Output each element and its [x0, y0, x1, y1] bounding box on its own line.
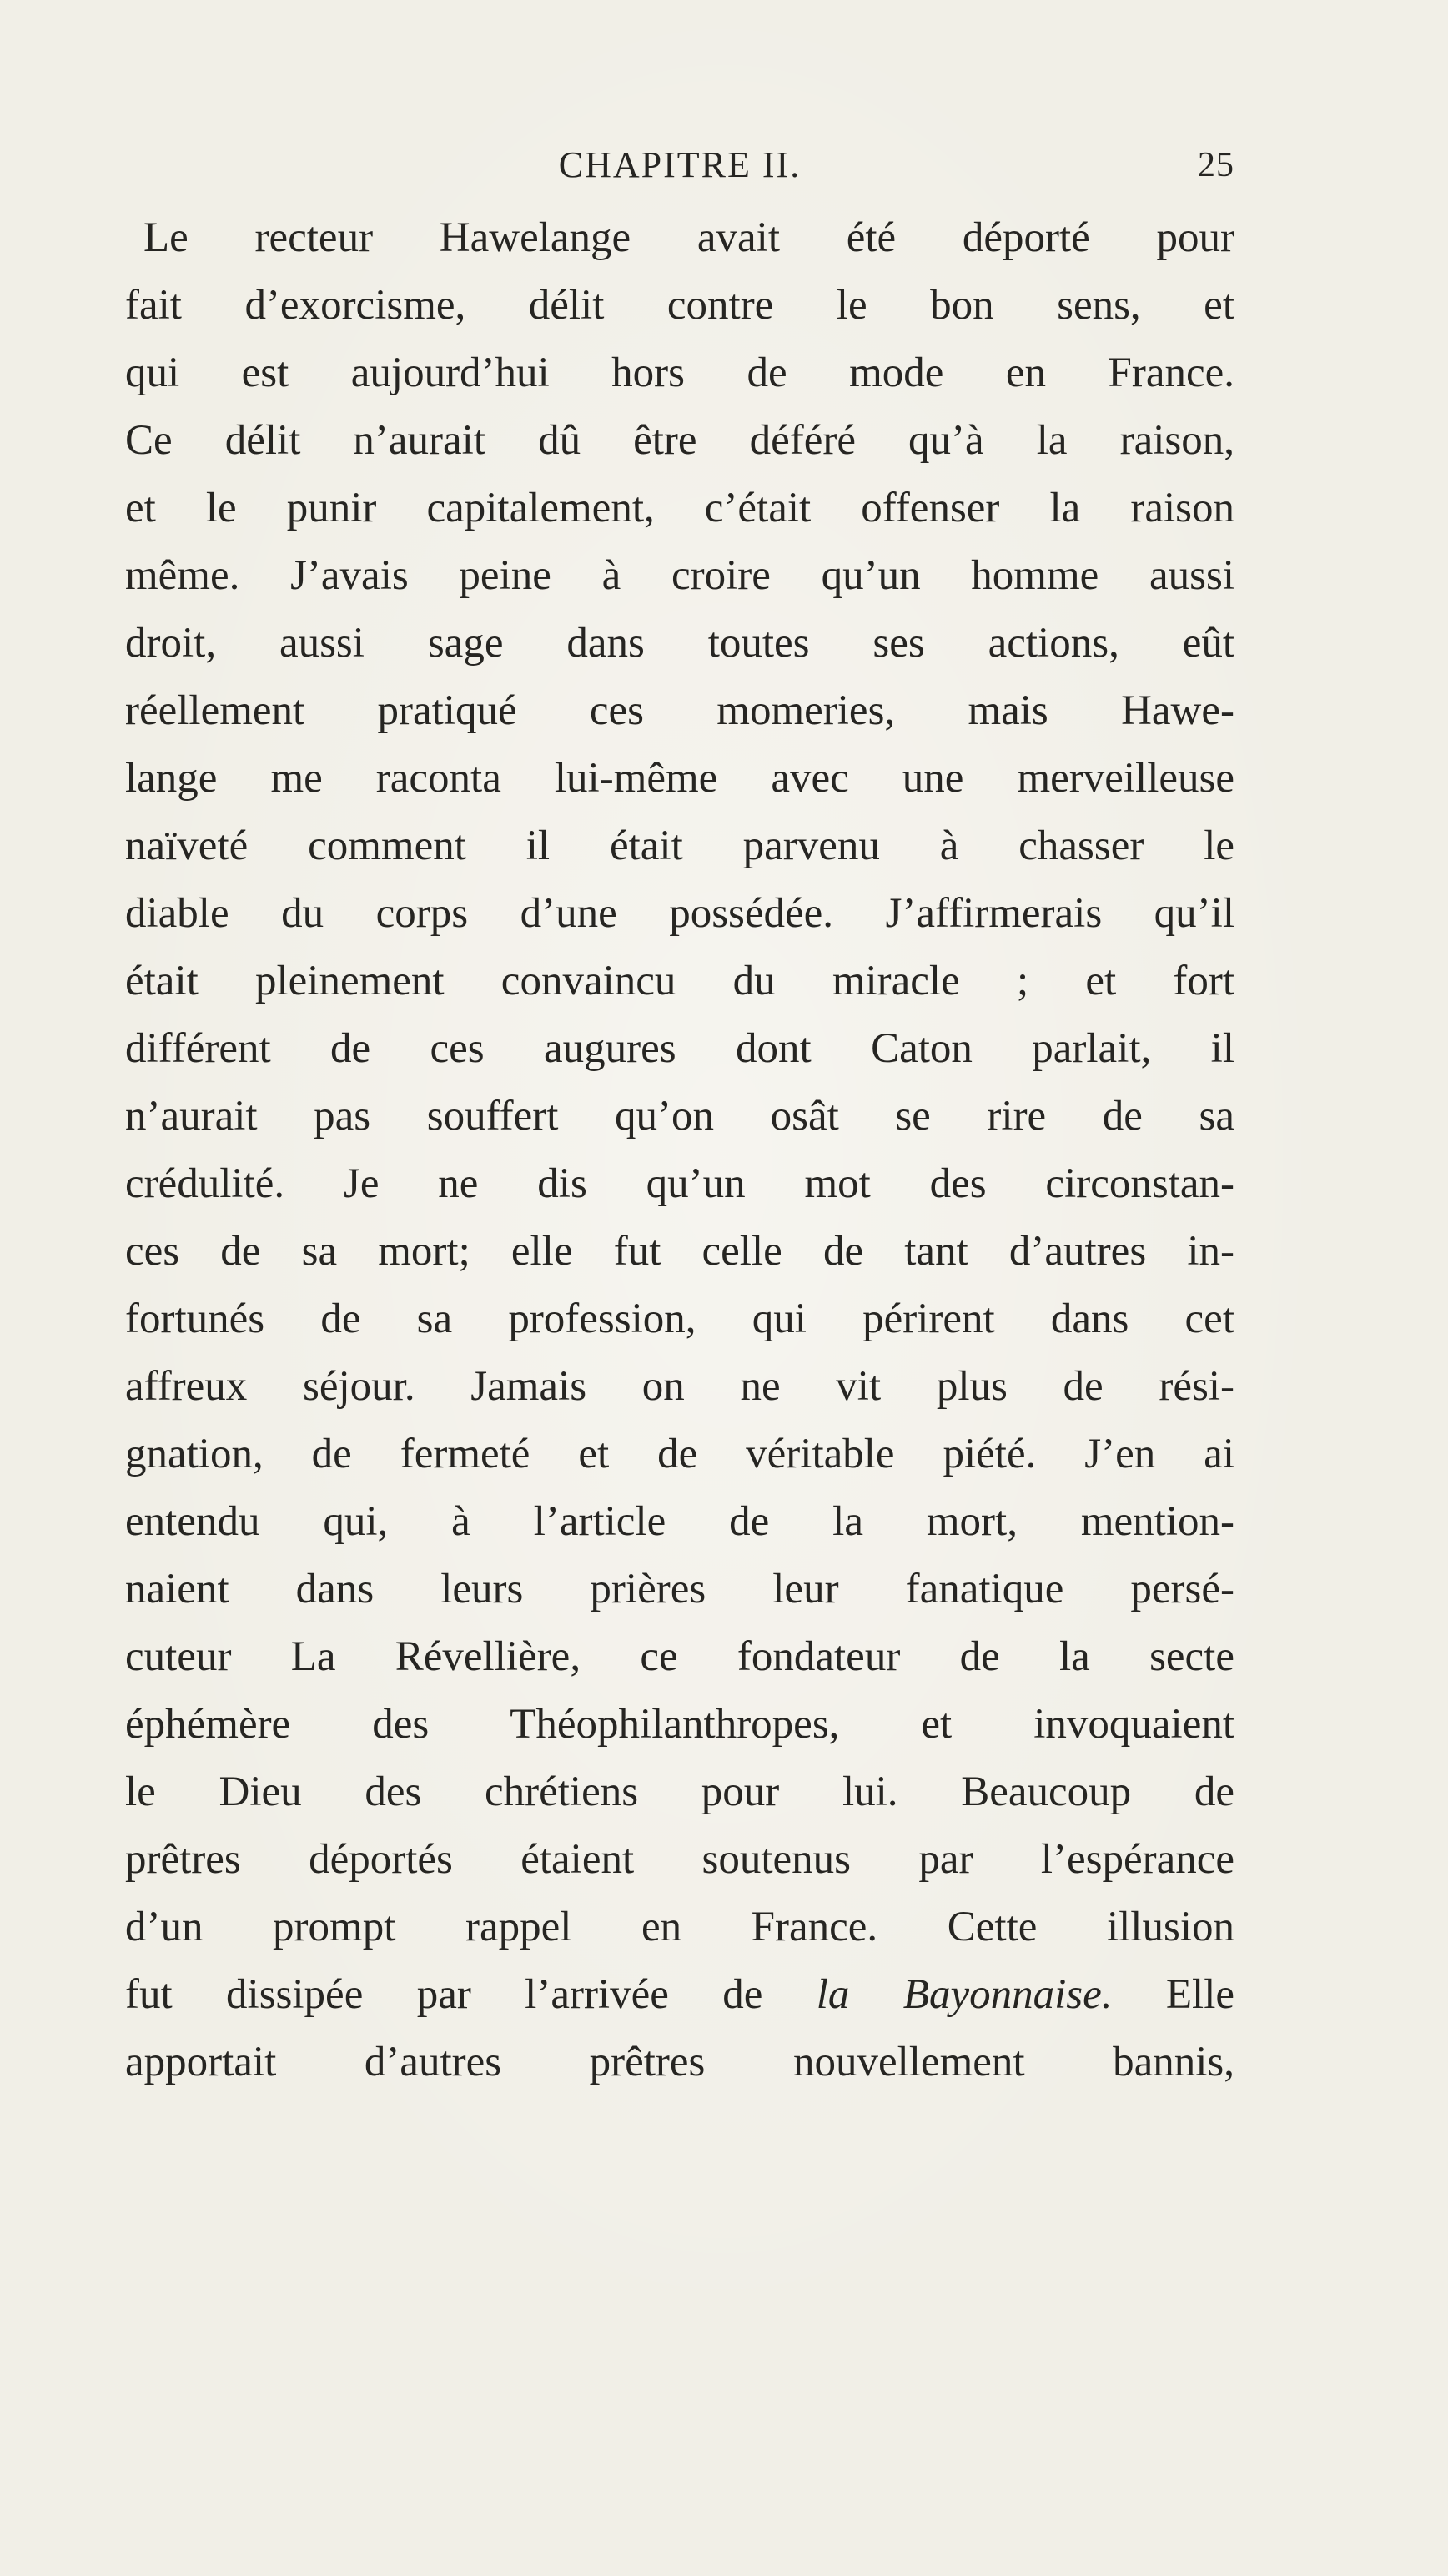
- text-line: droit, aussi sage dans toutes ses actions, eût: [125, 620, 1234, 667]
- text-line: affreux séjour. Jamais on ne vit plus de rési-: [125, 1363, 1234, 1410]
- body-text: [125, 204, 1234, 2096]
- text-line: fait d’exorcisme, délit contre le bon sens, et: [125, 282, 1234, 329]
- text-line: était pleinement convaincu du miracle ; et fort: [125, 958, 1234, 1004]
- text-line: même. J’avais peine à croire qu’un homme aussi: [125, 552, 1234, 599]
- text-line: réellement pratiqué ces momeries, mais Hawe-: [125, 687, 1234, 734]
- text-line: d’un prompt rappel en France. Cette illusion: [125, 1904, 1234, 1950]
- text-line: et le punir capitalement, c’était offenser la raison: [125, 485, 1234, 531]
- text-line: fortunés de sa profession, qui périrent dans cet: [125, 1296, 1234, 1342]
- text-line: naient dans leurs prières leur fanatique persé-: [125, 1566, 1234, 1613]
- text-line: gnation, de fermeté et de véritable piété. J’en ai: [125, 1431, 1234, 1477]
- text-line: cuteur La Révellière, ce fondateur de la secte: [125, 1633, 1234, 1680]
- line-segment: fut dissipée par l’arrivée de: [125, 1971, 763, 2018]
- text-line: n’aurait pas souffert qu’on osât se rire de sa: [125, 1093, 1234, 1140]
- text-line: Ce délit n’aurait dû être déféré qu’à la raison,: [125, 417, 1234, 464]
- line-segment: Elle: [1165, 1971, 1234, 2018]
- text-line: différent de ces augures dont Caton parlait, il: [125, 1025, 1234, 1072]
- text-line: diable du corps d’une possédée. J’affirmerais qu’il: [125, 890, 1234, 937]
- running-title: CHAPITRE II.: [558, 144, 802, 185]
- text-line: naïveté comment il était parvenu à chasser le: [125, 823, 1234, 869]
- page-number: 25: [1198, 146, 1234, 184]
- text-line: lange me raconta lui-même avec une merveilleuse: [125, 755, 1234, 802]
- text-line: prêtres déportés étaient soutenus par l’espérance: [125, 1836, 1234, 1883]
- text-line: éphémère des Théophilanthropes, et invoquaient: [125, 1701, 1234, 1748]
- italic-ship-name: la Bayonnaise.: [816, 1971, 1113, 2018]
- page-header: [125, 143, 1234, 194]
- text-line: le Dieu des chrétiens pour lui. Beaucoup de: [125, 1768, 1234, 1815]
- text-line: ces de sa mort; elle fut celle de tant d’autres in-: [125, 1228, 1234, 1275]
- text-line: crédulité. Je ne dis qu’un mot des circonstan-: [125, 1160, 1234, 1207]
- text-line: entendu qui, à l’article de la mort, mention-: [125, 1498, 1234, 1545]
- text-line: Le recteur Hawelange avait été déporté pour: [143, 214, 1234, 261]
- text-line: apportait d’autres prêtres nouvellement bannis,: [125, 2039, 1234, 2085]
- text-line: qui est aujourd’hui hors de mode en France.: [125, 350, 1234, 396]
- text-line-with-italic: [125, 1961, 1234, 2029]
